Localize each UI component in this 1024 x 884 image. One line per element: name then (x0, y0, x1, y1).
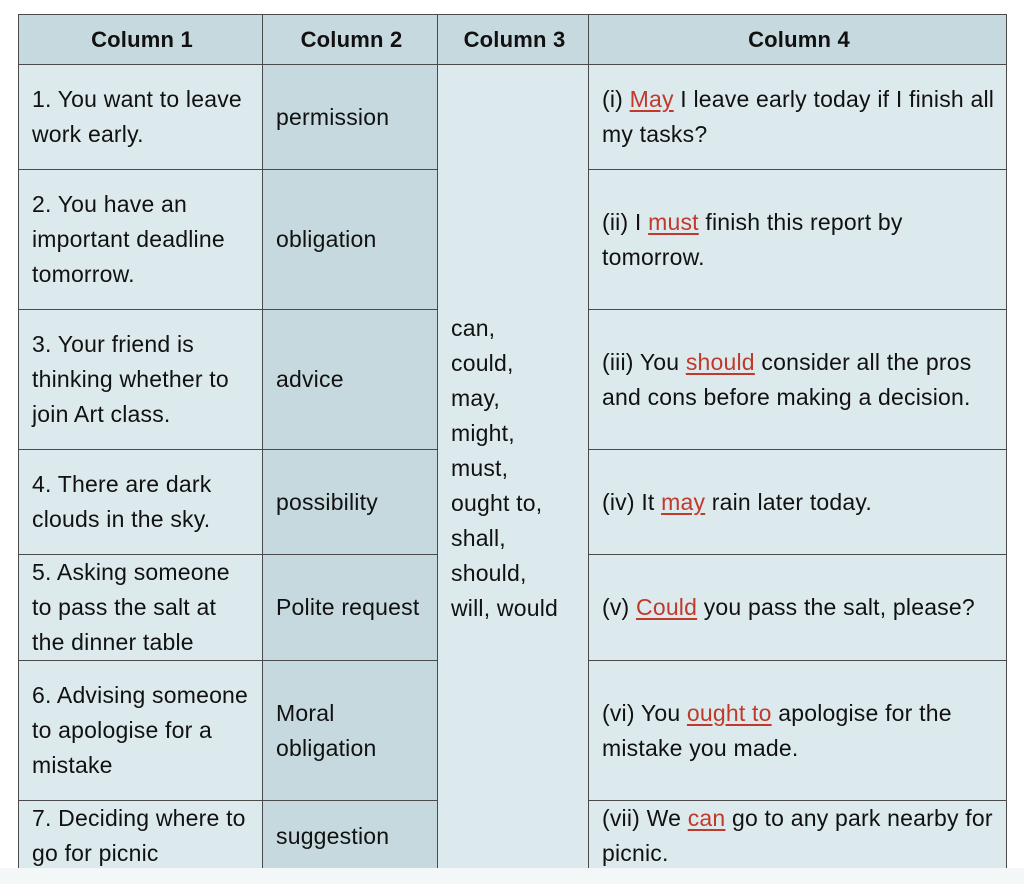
function-cell: Polite request (263, 555, 438, 661)
modal-verbs-table (18, 14, 1007, 872)
highlighted-modal-verb: May (629, 86, 674, 112)
highlighted-modal-verb: Could (636, 594, 698, 620)
modal-verb-list-cell (438, 65, 589, 872)
bottom-strip (0, 868, 1024, 884)
function-cell: advice (263, 310, 438, 450)
header-column-4: Column 4 (589, 15, 1007, 65)
example-sentence-cell (589, 661, 1007, 801)
highlighted-modal-verb: should (685, 348, 755, 375)
situation-cell: 4. There are dark clouds in the sky. (19, 450, 263, 555)
situation-cell: 5. Asking someone to pass the salt at the dinner table (19, 555, 263, 661)
header-row (19, 15, 1007, 65)
function-cell: possibility (263, 450, 438, 555)
sentence-start: (vi) You (602, 699, 687, 726)
sentence-end: finish this report by tomorrow. (602, 208, 910, 270)
example-sentence-cell (589, 170, 1007, 310)
modal-verb-option: must, (451, 454, 509, 481)
modal-verb-option: should, (451, 559, 527, 586)
situation-cell: 6. Advising someone to apologise for a mistake (19, 661, 263, 801)
modal-verb-option: will, would (451, 594, 559, 621)
table-row (19, 65, 1007, 170)
sentence-start: (iii) You (602, 348, 686, 375)
sentence-start: (v) (602, 594, 637, 620)
function-cell: permission (263, 65, 438, 170)
sentence-end: go to any park nearby for picnic. (602, 805, 1000, 866)
header-column-3: Column 3 (438, 15, 589, 65)
sentence-start: (iv) It (602, 488, 662, 515)
sentence-end: consider all the pros and cons before making a decision. (602, 348, 979, 410)
situation-cell: 2. You have an important deadline tomorrow. (19, 170, 263, 310)
function-cell: Moral obligation (263, 661, 438, 801)
sentence-end: I leave early today if I finish all my tasks? (602, 86, 1001, 147)
function-cell: obligation (263, 170, 438, 310)
highlighted-modal-verb: must (648, 208, 699, 235)
example-sentence-cell (589, 65, 1007, 170)
sentence-end: apologise for the mistake you made. (602, 699, 959, 761)
example-sentence-cell (589, 310, 1007, 450)
sentence-start: (i) (602, 86, 630, 112)
header-column-1: Column 1 (19, 15, 263, 65)
modal-verb-option: may, (451, 384, 500, 411)
situation-cell: 7. Deciding where to go for picnic (19, 801, 263, 872)
situation-cell: 1. You want to leave work early. (19, 65, 263, 170)
modal-verb-option: shall, (451, 524, 506, 551)
example-sentence-cell (589, 801, 1007, 872)
sentence-end: rain later today. (705, 488, 872, 515)
highlighted-modal-verb: ought to (686, 699, 772, 726)
example-sentence-cell (589, 555, 1007, 661)
modal-verb-option: ought to, (451, 489, 543, 516)
sentence-end: you pass the salt, please? (697, 594, 975, 620)
highlighted-modal-verb: can (687, 805, 726, 831)
example-sentence-cell (589, 450, 1007, 555)
header-column-2: Column 2 (263, 15, 438, 65)
highlighted-modal-verb: may (661, 488, 706, 515)
modal-verb-option: could, (451, 349, 514, 376)
sentence-start: (vii) We (602, 805, 688, 831)
sentence-start: (ii) I (602, 208, 649, 235)
function-cell: suggestion (263, 801, 438, 872)
modal-verb-option: can, (451, 314, 496, 341)
situation-cell: 3. Your friend is thinking whether to join Art class. (19, 310, 263, 450)
modal-verb-option: might, (451, 419, 515, 446)
